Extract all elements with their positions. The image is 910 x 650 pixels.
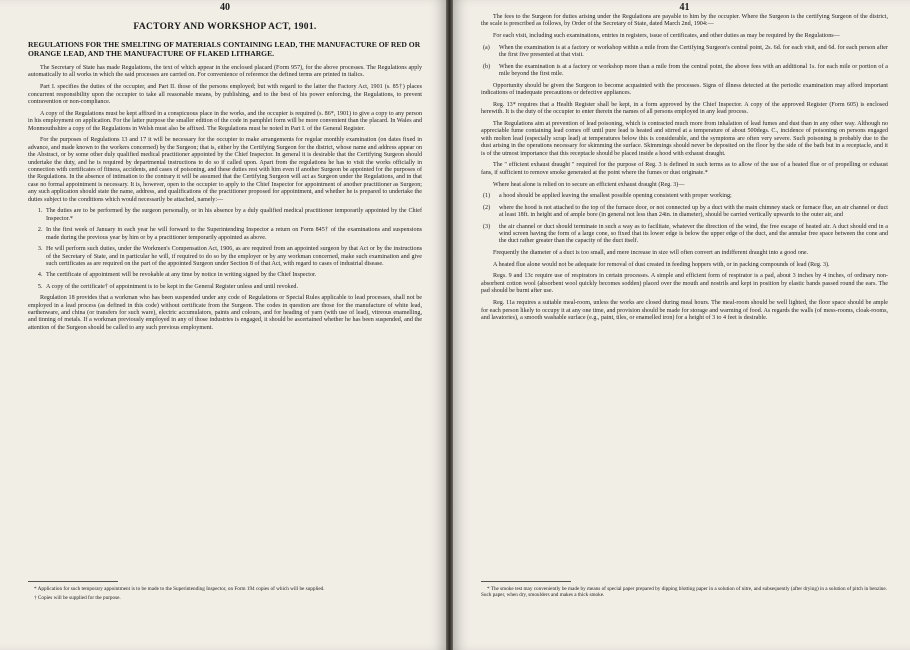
- hood-item: [483, 223, 888, 246]
- right-page-number: 41: [679, 2, 690, 13]
- hood-item-text: a hood should be applied leaving the smallest possible opening consistent with proper working;: [499, 193, 732, 200]
- right-page-content: [481, 0, 888, 650]
- condition-item: 3. He will perform such duties, under the Workmen's Compensation Act, 1906, as are required from an appointed surgeon by that Act or by the instructions of the Secretary of State, and in particular he will, if required to do so by the employer or by any workman concerned, make such examination and give such certificates as are required on the part of the appointed Surgeon under Section 8 of that Act, with regard to cases of industrial disease.: [44, 246, 422, 268]
- fee-item-label: (a): [483, 45, 490, 51]
- hood-item-label: (2): [483, 204, 491, 211]
- right-paragraph: Frequently the diameter of a duct is too small, and mere increase in size will often convert an indifferent draught into a good one.: [493, 249, 809, 256]
- right-paragraph: The " efficient exhaust draught " required for the purpose of Reg. 3 is defined in such terms as to allow of the use of a heated flue or of propelling or exhaust fans, if sufficient to remove smoke generated at the point where the fumes or dust originate.*: [481, 162, 888, 176]
- condition-item: 5. A copy of the certificate† of appointment is to be kept in the General Register unless and until revoked.: [44, 284, 422, 291]
- left-page-number: 40: [220, 2, 230, 13]
- left-footnotes: [28, 575, 422, 605]
- fee-item-text: When the examination is at a factory or workshop within a mile from the Certifying Surgeon's central point, 2s. 6d. for each visit, and 6d. for each person after the first five presented at that visit.: [499, 45, 888, 59]
- right-paragraph: A heated flue alone would not be adequate for removal of dust created in feeding hoppers with, or in packing compounds of lead (Reg. 3).: [493, 261, 830, 268]
- fee-lead: For each visit, including such examinations, entries in registers, issue of certificates, and other duties as may be required by the Regulations—: [493, 33, 840, 40]
- hood-item-text: where the hood is not attached to the top of the furnace door, or not connected up by a duct with the main chimney stack or furnace flue, an air channel or duct at least 18ft. in height and of ample bore (in general not less than 24in. in diameter), should be carried vertically upwards to the outer air, and: [499, 204, 888, 219]
- footnote: * Application for such temporary appointment is to be made to the Superintending Inspector, on Form 194 copies of which will be supplied.: [34, 586, 325, 592]
- footnote: † Copies will be supplied for the purpose.: [34, 595, 121, 602]
- hood-requirements-list: [481, 193, 888, 245]
- left-closing-paragraph: Regulation 18 provides that a workman who has been suspended under any code of Regulations or Special Rules applicable to lead processes, shall not be employed in a lead process (as defined in this code) without certificate from the Surgeon. The codes in question are those for the manufacture of white lead, earthenware, and china (or transfers for such ware), electric accumulators, paints and colours, and for heading of yarn (with use of lead), vitreous enamelling, and tinning of metals. If a workman previously employed in any of those industries is engaged, it should be ascertained whether he has been suspended, and the attention of the Surgeon should be called to any such previous employment.: [28, 295, 422, 331]
- condition-item: 4. The certificate of appointment will be revokable at any time by notice in writing signed by the Chief Inspector.: [44, 272, 422, 279]
- left-paragraph: For the purposes of Regulations 13 and 17 it will be necessary for the occupier to make arrangements for regular monthly examination (on dates fixed in advance, and made known to the workers concerned) by the Surgeon; that is, either by the Certifying Surgeon for the district, whose name and address appear on the Abstract, or by some other duly qualified medical practitioner appointed by the Chief Inspector. In general it is desirable that the Certifying Surgeon should undertake the duty, and he is required by departmental instructions to do so if called upon. Apart from the regulations he has to visit the works officially in connection with certificates of fitness, accidents, and cases of poisoning, and these duties rest with him even if another Surgeon be appointed for the purposes of the Regulations. In the absence of intimation to the contrary it will be assumed that the Certifying Surgeon will act as Surgeon under the Regulations, and in that case no formal appointment is necessary. It is, however, open to the occupier to apply to the Chief Inspector for appointment of another practitioner as Surgeon; any such application should state the name, address, and qualifications of the practitioner proposed for appointment, and whether he is prepared to undertake the duties subject to the conditions which would necessarily be attached, namely:—: [28, 137, 422, 203]
- right-footnotes: [481, 575, 888, 602]
- hood-item-label: (1): [483, 193, 491, 200]
- right-intro-paragraph: The fees to the Surgeon for duties arising under the Regulations are payable to him by the occupier. Where the Surgeon is the certifying Surgeon of the district, the scale is prescribed as follows, by Order of the Secretary of State, dated March 2nd, 1904:—: [481, 14, 888, 28]
- fee-item: [483, 45, 888, 60]
- hood-item-label: (3): [483, 223, 491, 230]
- book-gutter: [446, 0, 453, 650]
- regulation-title: REGULATIONS FOR THE SMELTING OF MATERIALS CONTAINING LEAD, THE MANUFACTURE OF RED OR ORANGE LEAD, AND THE MANUFACTURE OF FLAKED LITHARGE.: [28, 40, 421, 58]
- condition-item: 2. In the first week of January in each year he will forward to the Superintending Inspector a return on Form 845† of the examinations and suspensions made during the previous year by him or by a practitioner temporarily appointed as above.: [44, 227, 422, 242]
- hood-item: [483, 193, 888, 200]
- left-paragraph: The Secretary of State has made Regulations, the text of which appear in the enclosed placard (Form 957), for the above processes. The Regulations apply automatically to all works in which the said processes are carried on. For convenience of reference the defined terms are printed in italics.: [28, 65, 422, 79]
- fee-list: [481, 45, 888, 79]
- fee-item-label: (b): [483, 63, 491, 70]
- fee-item-text: When the examination is at a factory or workshop more than a mile from the central point, the above fees with an additional 1s. for each mile or portion of a mile beyond the first mile.: [499, 63, 888, 78]
- left-page: [0, 0, 446, 650]
- right-paragraph: The Regulations aim at prevention of lead poisoning, which is contracted much more from inhalation of lead fumes and dust than in any other way. Although no appreciable fume containing lead comes off until pure lead is heated and stirred at a temperature of about 500degs. C., incidence of poisoning on persons engaged with molten lead (especially scrap lead) at temperatures below this is considerable, and the symptoms are often very severe. Such poisoning is probably due to the dust arising in the operations necessary for skimming the surface. Skimmings should never be deposited on the floor by the side of the bath but in a receptacle, and it is of the utmost importance that this receptacle should be placed inside a hood with exhaust draught.: [481, 121, 888, 157]
- left-page-content: [28, 0, 422, 650]
- conditions-list: [28, 208, 422, 291]
- right-paragraph: Reg. 11a requires a suitable meal-room, unless the works are closed during meal hours. The meal-room should be well lighted, the floor space should be ample for each person likely to occupy it at any one time, and provision should be made for storage and warming of food. As regards the walls (of mess-rooms, cloak-rooms, and lavatories), a smooth washable surface (e.g., paint, tiles, or enamelled iron) for a height of 3 to 4 feet is desirable.: [481, 300, 888, 321]
- right-paragraph: Where heat alone is relied on to secure an efficient exhaust draught (Reg. 3)—: [493, 181, 685, 188]
- right-paragraph: Opportunity should be given the Surgeon to become acquainted with the processes. Signs of illness detected at the periodic examination may afford important indications of inadequate precautions or defective appliances.: [481, 82, 888, 97]
- footnote-rule: [28, 581, 118, 582]
- left-paragraph: A copy of the Regulations must be kept affixed in a conspicuous place in the works, and the occupier is required (s. 86*, 1901) to give a copy to any person in his employment on application. For the latter purpose the smaller edition of the code in pamphlet form will be more convenient than the placard. In Wales and Monmouthshire a copy of the Regulations in Welsh must also be affixed. The Regulations must be noted in Part I. of the General Register.: [28, 110, 422, 132]
- footnote-rule: [481, 581, 571, 582]
- footnote: * The smoke test may conveniently be made by means of special paper prepared by dipping blotting paper in a solution of nitre, and subsequently (after drying) in a solution of pitch in benzine. Such paper, when dry, smoulders and makes a thick smoke.: [481, 586, 887, 599]
- chapter-heading: FACTORY AND WORKSHOP ACT, 1901.: [133, 22, 317, 32]
- right-page: [453, 0, 910, 650]
- left-paragraph: Part I. specifies the duties of the occupier, and Part II. those of the persons employed; but with regard to the latter the Factory Act, 1901 (s. 85†) places concurrent responsibility upon the occupier to take all reasonable means, by publishing, and to the best of his power enforcing, the Regulations, to prevent contravention or non-compliance.: [28, 84, 422, 106]
- fee-item: [483, 63, 888, 79]
- hood-item: [483, 204, 888, 220]
- right-paragraph: Regs. 9 and 13c require use of respirators in certain processes. A simple and efficient form of respirator is a pad, about 3 inches by 4 inches, of ordinary non-absorbent cotton wool (absorbent wool quickly becomes sodden) placed over the mouth and nostrils and kept in position by elastic bands passed round the ears. The pad should be burnt after use.: [481, 273, 888, 295]
- condition-item: 1. The duties are to be performed by the surgeon personally, or in his absence by a duly qualified medical practitioner temporarily appointed by the Chief Inspector.*: [44, 208, 422, 223]
- right-paragraph: Reg. 13* requires that a Health Register shall be kept, in a form approved by the Chief Inspector. A copy of the approved Register (Form 605) is enclosed herewith. It is the duty of the occupier to enter therein the names of all persons employed in any lead process.: [481, 101, 888, 116]
- hood-item-text: the air channel or duct should terminate in such a way as to facilitate, whatever the direction of the wind, the free escape of heated air. A duct should end in a wind screen having the form of a large cone, so fixed that its lower edge is below the upper edge of the duct, and the annular free space between the cone and the duct rather greater than the capacity of the duct itself.: [499, 223, 888, 245]
